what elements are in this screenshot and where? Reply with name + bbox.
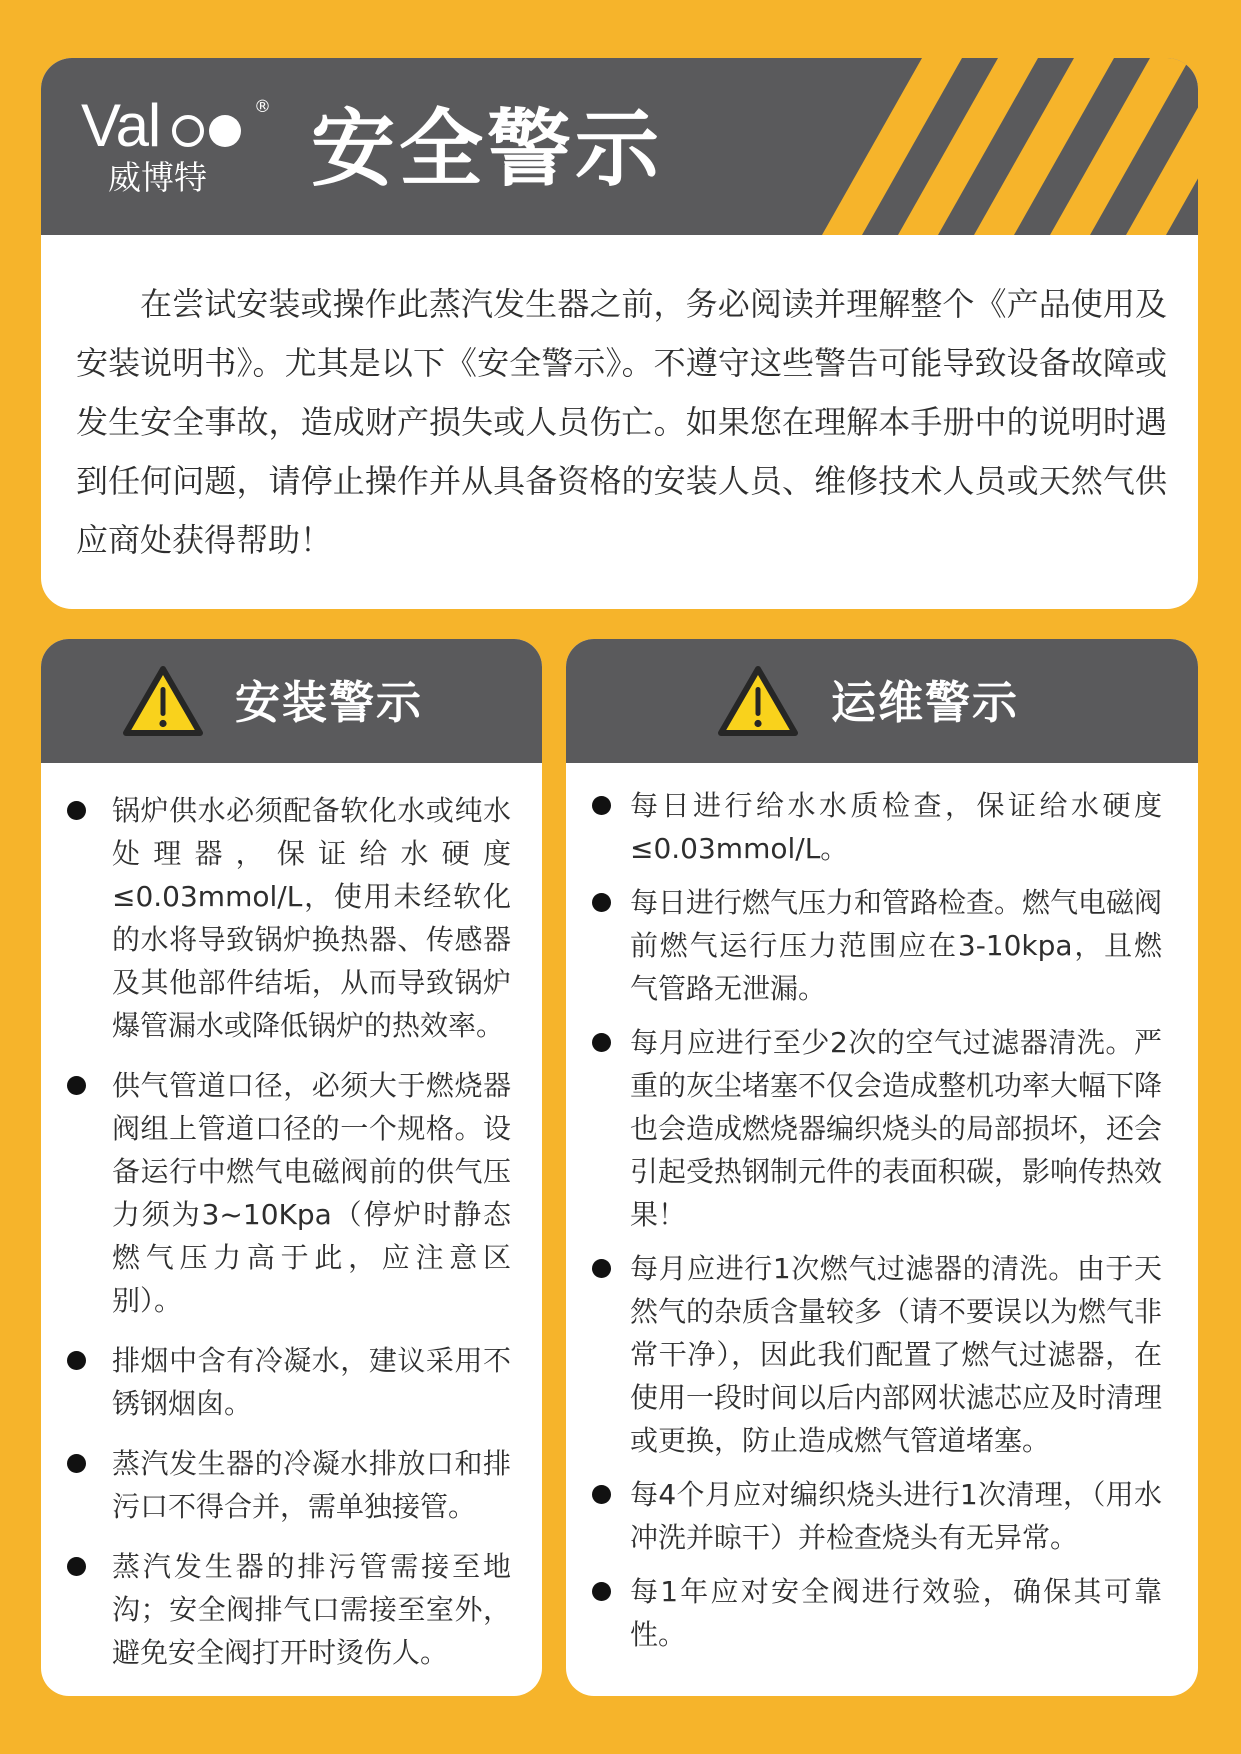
list-item (630, 1247, 1162, 1462)
installation-warnings-header (41, 639, 542, 763)
bullet-icon (592, 1582, 611, 1601)
list-item (112, 1545, 511, 1674)
intro-paragraph: 在尝试安装或操作此蒸汽发生器之前，务必阅读并理解整个《产品使用及安装说明书》。尤其是以下《安全警示》。不遵守这些警告可能导致设备故障或发生安全事故，造成财产损失或人员伤亡。如果您在理解本手册中的说明时遇到任何问题，请停止操作并从具备资格的安装人员、维修技术人员或天然气供应商处获得帮助！ (76, 285, 1167, 559)
installation-warnings-title: 安装警示 (235, 676, 424, 729)
list-item-text: 每月应进行至少2次的空气过滤器清洗。严重的灰尘堵塞不仅会造成整机功率大幅下降也会造成燃烧器编织烧头的局部损坏，还会引起受热钢制元件的表面积碳，影响传热效果！ (630, 1026, 1163, 1231)
bullet-icon (67, 801, 86, 820)
list-item-text: 供气管道口径，必须大于燃烧器阀组上管道口径的一个规格。设备运行中燃气电磁阀前的供气压力须为3~10Kpa（停炉时静态燃气压力高于此，应注意区别）。 (112, 1069, 511, 1317)
list-item (630, 1021, 1162, 1236)
registered-mark: ® (254, 97, 271, 117)
maintenance-warnings-card (566, 639, 1198, 1696)
maintenance-warnings-header (566, 639, 1198, 763)
list-item-text: 每日进行燃气压力和管路检查。燃气电磁阀前燃气运行压力范围应在3-10kpa，且燃气管路无泄漏。 (630, 886, 1163, 1005)
page-title: 安全警示 (311, 100, 664, 198)
list-item-text: 每4个月应对编织烧头进行1次清理，（用水冲洗并晾干）并检查烧头有无异常。 (630, 1478, 1162, 1554)
list-item-text: 蒸汽发生器的排污管需接至地沟；安全阀排气口需接至室外，避免安全阀打开时烫伤人。 (112, 1550, 511, 1669)
bullet-icon (67, 1557, 86, 1576)
warning-triangle-icon (716, 663, 800, 739)
list-item-text: 排烟中含有冷凝水，建议采用不锈钢烟囱。 (112, 1344, 511, 1420)
maintenance-warnings-title: 运维警示 (831, 676, 1020, 729)
list-item (630, 784, 1162, 870)
list-item-text: 锅炉供水必须配备软化水或纯水处理器，保证给水硬度≤0.03mmol/L，使用未经软化的水将导致锅炉换热器、传感器及其他部件结垢，从而导致锅炉爆管漏水或降低锅炉的热效率。 (112, 794, 511, 1042)
list-item-text: 蒸汽发生器的冷凝水排放口和排污口不得合并，需单独接管。 (112, 1447, 511, 1523)
maintenance-warnings-list (566, 763, 1198, 1656)
list-item-text: 每月应进行1次燃气过滤器的清洗。由于天然气的杂质含量较多（请不要误以为燃气非常干净），因此我们配置了燃气过滤器，在使用一段时间以后内部网状滤芯应及时清理或更换，防止造成燃气管道堵塞。 (630, 1252, 1163, 1457)
bullet-icon (592, 1485, 611, 1504)
logo-circles-icon (170, 113, 244, 149)
list-item (112, 789, 511, 1047)
list-item (112, 1064, 511, 1322)
list-item-text: 每日进行给水水质检查，保证给水硬度≤0.03mmol/L。 (630, 789, 1162, 865)
installation-warnings-list (41, 763, 542, 1674)
brand-name-cn: 威博特 (108, 158, 207, 197)
list-item-text: 每1年应对安全阀进行效验，确保其可靠性。 (630, 1575, 1162, 1651)
list-item (630, 881, 1162, 1010)
list-item (112, 1339, 511, 1425)
logo-wordmark: Val (81, 92, 161, 159)
banner-header (41, 58, 1198, 235)
bullet-icon (67, 1351, 86, 1370)
bullet-icon (67, 1076, 86, 1095)
list-item (630, 1570, 1162, 1656)
list-item (630, 1473, 1162, 1559)
installation-warnings-card (41, 639, 542, 1696)
bullet-icon (67, 1454, 86, 1473)
list-item (112, 1442, 511, 1528)
warning-triangle-icon (121, 663, 205, 739)
safety-notice-card (41, 58, 1198, 609)
bullet-icon (592, 796, 611, 815)
bullet-icon (592, 893, 611, 912)
bullet-icon (592, 1259, 611, 1278)
bullet-icon (592, 1033, 611, 1052)
